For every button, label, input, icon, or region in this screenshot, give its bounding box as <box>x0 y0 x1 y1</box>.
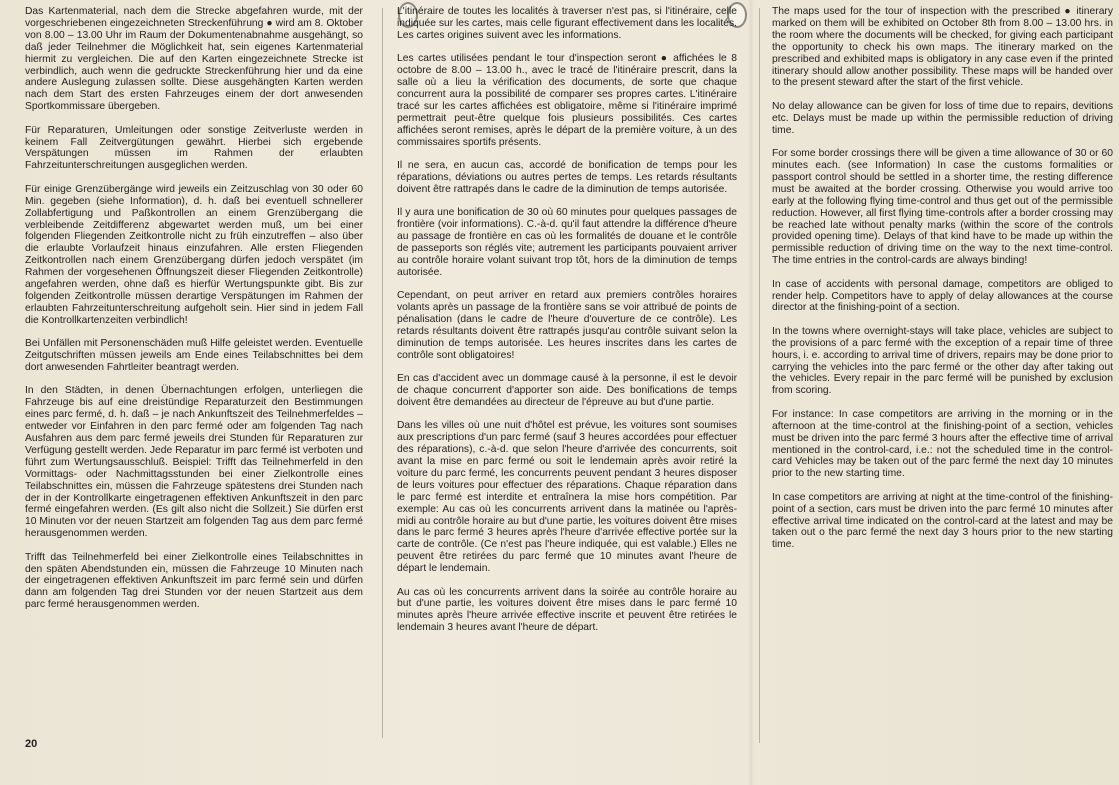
french-paragraph: Cependant, on peut arriver en retard aux premiers contrôles horaires volants après un passage de la frontière sans se voir attribué de points de pénalisation (dans le cadre de l'heure d'ouverture de ce contrôle). Les retards résultants doivent être rattrapés jusqu'au contrôle suivant selon la diminution de temps autorisée. Les heures inscrites dans les cartes de contrôle sont obligatoires! <box>397 290 737 361</box>
english-paragraph: In case of accidents with personal damage, competitors are obliged to render help. Competitors have to apply of delay allowances at the course director at the finishing-point of a section. <box>772 278 1113 314</box>
page-number: 20 <box>25 738 38 750</box>
english-paragraph: In the towns where overnight-stays will take place, vehicles are subject to the provisions of a parc fermé with the exception of a repair time of three hours, i. e. according to arrival time of drivers, repairs may be done prior to carrying the vehicles into the parc fermé or the other day after taking out the vehicles. Every repair in the parc fermé will be punished by exclusion from scoring. <box>772 325 1113 397</box>
german-paragraph: Trifft das Teilnehmerfeld bei einer Zielkontrolle eines Teilabschnittes in den späten Abendstunden ein, müssen die Fahrzeuge 10 Minuten nach der eingetragenen effektiven Ankunftszeit im parc fermé sein und dürfen dann am folgenden Tag drei Stunden vor der neuen Startzeit aus dem parc fermé herausgenommen werden. <box>25 551 363 611</box>
english-column <box>772 6 1113 563</box>
german-paragraph: Für einige Grenzübergänge wird jeweils ein Zeitzuschlag von 30 oder 60 Min. gegeben (siehe Information), d. h. daß bei eventuell schnellerer Zollabfertigung und Paßkontrollen an einem Grenzübergang die verbleibende Zeitdifferenz abgewartet werden muß, um bei einer folgenden Fliegenden Zeitkontrolle nicht zu früh einzutreffen – also über die erlaubte Vorlaufzeit hinaus einzufahren. Alle ersten Fliegenden Zeitkontrollen nach einem Grenzübergang dürfen jedoch verspätet (im Rahmen der vorgesehenen Öffnungszeit dieser Fliegenden Zeitkontrolle) angefahren werden, ohne daß es hierfür Wertungspunkte gibt. Bis zur folgenden Zeitkontrolle müssen derartige Verspätungen im Rahmen der erlaubten Fahrzeitunterschreitung aufgeholt sein. Hier sind in jedem Fall die Kontrollkartenzeiten verbindlich! <box>25 183 363 326</box>
german-paragraph: In den Städten, in denen Übernachtungen erfolgen, unterliegen die Fahrzeuge bis auf eine dreistündige Reparaturzeit den Bestimmungen eines parc fermé, d. h. daß – je nach Ankunftszeit des Teilnehmerfeldes – entweder vor Einfahren in den parc fermé oder am folgenden Tag nach Ausfahren aus dem parc fermé jeweils drei Stunden für Reparaturen zur Verfügung gestellt werden. Jede Reparatur im parc fermé ist verboten und führt zum Wertungsausschluß. Beispiel: Trifft das Teilnehmerfeld in den Vormittags- oder Nachmittagsstunden bei einer Zielkontrolle eines Teilabschnittes ein, müssen die Fahrzeuge spätestens drei Stunden nach der in der Kontrollkarte eingetragenen effektiven Ankunftszeit in den parc fermé eingefahren werden. (Es gilt also nicht die Sollzeit.) Sie dürfen erst 10 Minuten vor der neuen Startzeit am folgenden Tag aus dem parc fermé herausgenommen werden. <box>25 385 363 540</box>
german-paragraph: Das Kartenmaterial, nach dem die Strecke abgefahren wurde, mit der vorgeschriebenen eingezeichneten Streckenführung ● wird am 8. Oktober von 8.00 – 13.00 Uhr im Raum der Dokumentenabnahme ausgehängt, so daß jeder Teilnehmer die Möglichkeit hat, sein eigenes Kartenmaterial hiermit zu vergleichen. Die auf den Karten eingezeichnete Strecke ist verbindlich, auch wenn die gedruckte Streckenführung hier und da eine andere Auslegung zulassen sollte. Diese ausgehängten Karten werden nach dem Start des ersten Fahrzeuges einem der dort anwesenden Sportkommissare übergeben. <box>25 6 363 113</box>
english-paragraph: For instance: In case competitors are arriving in the morning or in the afternoon at the time-control at the finishing-point of a section, vehicles must be driven into the parc fermé 3 hours after the effective time of arrival mentioned in the control-card, i.e.: not the scheduled time in the control-card Vehicles may be taken out of the parc fermé the next day 10 minutes prior to the new starting time. <box>772 408 1113 480</box>
french-paragraph: En cas d'accident avec un dommage causé à la personne, il est le devoir de chaque concurrent d'apporter son aide. Des bonifications de temps doivent être demandées au directeur de l'épreuve au but d'une partie. <box>397 373 737 408</box>
french-paragraph: Les cartes utilisées pendant le tour d'inspection seront ● affichées le 8 octobre de 8.00 – 13.00 h., avec le tracé de l'itinéraire prescrit, dans la salle où a lieu la vérification des documents, de sorte que chaque concurrent aura la possibilité de comparer ses propres cartes. L'itinéraire tracé sur les cartes affichées est obligatoire, même si l'itinéraire imprimé permettrait peut-être quelque fois plusieurs possibilités. Ces cartes affichées seront remises, après le départ de la première voiture, à un des commissaires sportifs présents. <box>397 53 737 148</box>
french-paragraph: Au cas où les concurrents arrivent dans la soirée au contrôle horaire au but d'une partie, les voitures doivent être mises dans le parc fermé 10 minutes après l'heure arrivée effective inscrite et peuvent être retirées le lendemain 3 heures avant l'heure de départ. <box>397 586 737 634</box>
french-paragraph: L'itinéraire de toutes les localités à traverser n'est pas, si l'itinéraire, celle indiquée sur les cartes, mais celle figurant effectivement dans les localités. Les cartes origines suivent avec les informations. <box>397 6 737 41</box>
german-paragraph: Für Reparaturen, Umleitungen oder sonstige Zeitverluste werden in keinem Fall Zeitvergütungen gewährt. Hierbei sich ergebende Verspätungen müssen im Rahmen der erlaubten Fahrzeitunterschreitungen ausgeglichen werden. <box>25 124 363 172</box>
french-paragraph: Il y aura une bonification de 30 où 60 minutes pour quelques passages de frontière (voir informations). C.-à-d. qu'il faut attendre la différence d'heure au passage de frontière en cas où les formalités de douane et le contrôle de passeports son réglés vite; autrement les participants pouvaient arriver au contrôle horaire volant suivant trop tôt, hors de la diminution de temps autorisée. <box>397 207 737 278</box>
english-paragraph: No delay allowance can be given for loss of time due to repairs, devitions etc. Delays must be made up within the permissible reduction of driving time. <box>772 100 1113 136</box>
french-paragraph: Dans les villes où une nuit d'hôtel est prévue, les voitures sont soumises aux prescriptions d'un parc fermé (sauf 3 heures accordées pour effectuer des réparations), c.-à-d. que selon l'heure d'arrivée des concurrents, soit avant la mise en parc fermé ou soit le lendemain après avoir retiré la voiture du parc fermé, les concurrents peuvent pendant 3 heures disposer de leurs voitures pour effectuer des réparations. Chaque réparation dans le parc fermé est interdite et entraînera la mise hors compétition. Par exemple: Au cas où les concurrents arrivent dans la matinée ou l'après-midi au contrôle horaire au but d'une partie, les voitures doivent être mises dans le parc fermé 3 heures après l'heure d'arrivée effective portée sur la carte de contrôle. (Ce n'est pas l'heure indiquée, qui est valable.) Elles ne peuvent être retirées du parc fermé que 10 minutes avant l'heure de départ le lendemain. <box>397 420 737 575</box>
column-divider <box>759 8 760 743</box>
english-paragraph: For some border crossings there will be given a time allowance of 30 or 60 minutes each. (see Information) In case the customs formalities or passport control should be settled in a shorter time, the resting difference must be awaited at the border crossing. Otherwise you would arrive too early at the following flying time-control and thus get out of the permissible reduction. However, all first flying time-controls after a border crossing may be reached late without penalty marks (within the score of the controls provided opening time). Delays of that kind have to be made up within the permissible reduction of driving time on the way to the next time-control. The time entries in the control-cards are always binding! <box>772 148 1113 267</box>
french-column <box>397 6 737 646</box>
german-column <box>25 6 363 623</box>
german-paragraph: Bei Unfällen mit Personenschäden muß Hilfe geleistet werden. Eventuelle Zeitgutschriften müssen jeweils am Ende eines Teilabschnittes bei dem dort anwesenden Fahrtleiter beantragt werden. <box>25 338 363 373</box>
column-divider <box>382 8 383 738</box>
french-paragraph: Il ne sera, en aucun cas, accordé de bonification de temps pour les réparations, déviations ou autres pertes de temps. Les retards résultants doivent être rattrapés dans le cadre de la diminution de temps autorisée. <box>397 159 737 195</box>
english-paragraph: In case competitors are arriving at night at the time-control of the finishing-point of a section, cars must be driven into the parc fermé 10 minutes after effective arrival time indicated on the control-card at the latest and may be taken out o the parc fermé the next day 3 hours prior to the new starting time. <box>772 491 1113 551</box>
english-paragraph: The maps used for the tour of inspection with the prescribed ● itinerary marked on them will be exhibited on October 8th from 8.00 – 13.00 hrs. in the room where the documents will be checked, for giving each participant the opportunity to check his own maps. The itinerary marked on the prescribed and exhibited maps is obligatory in any case even if the printed itinerary should allow another possibility. These maps will be handed over to the present steward after the start of the first vehicle. <box>772 6 1113 89</box>
page-fold <box>748 0 754 785</box>
